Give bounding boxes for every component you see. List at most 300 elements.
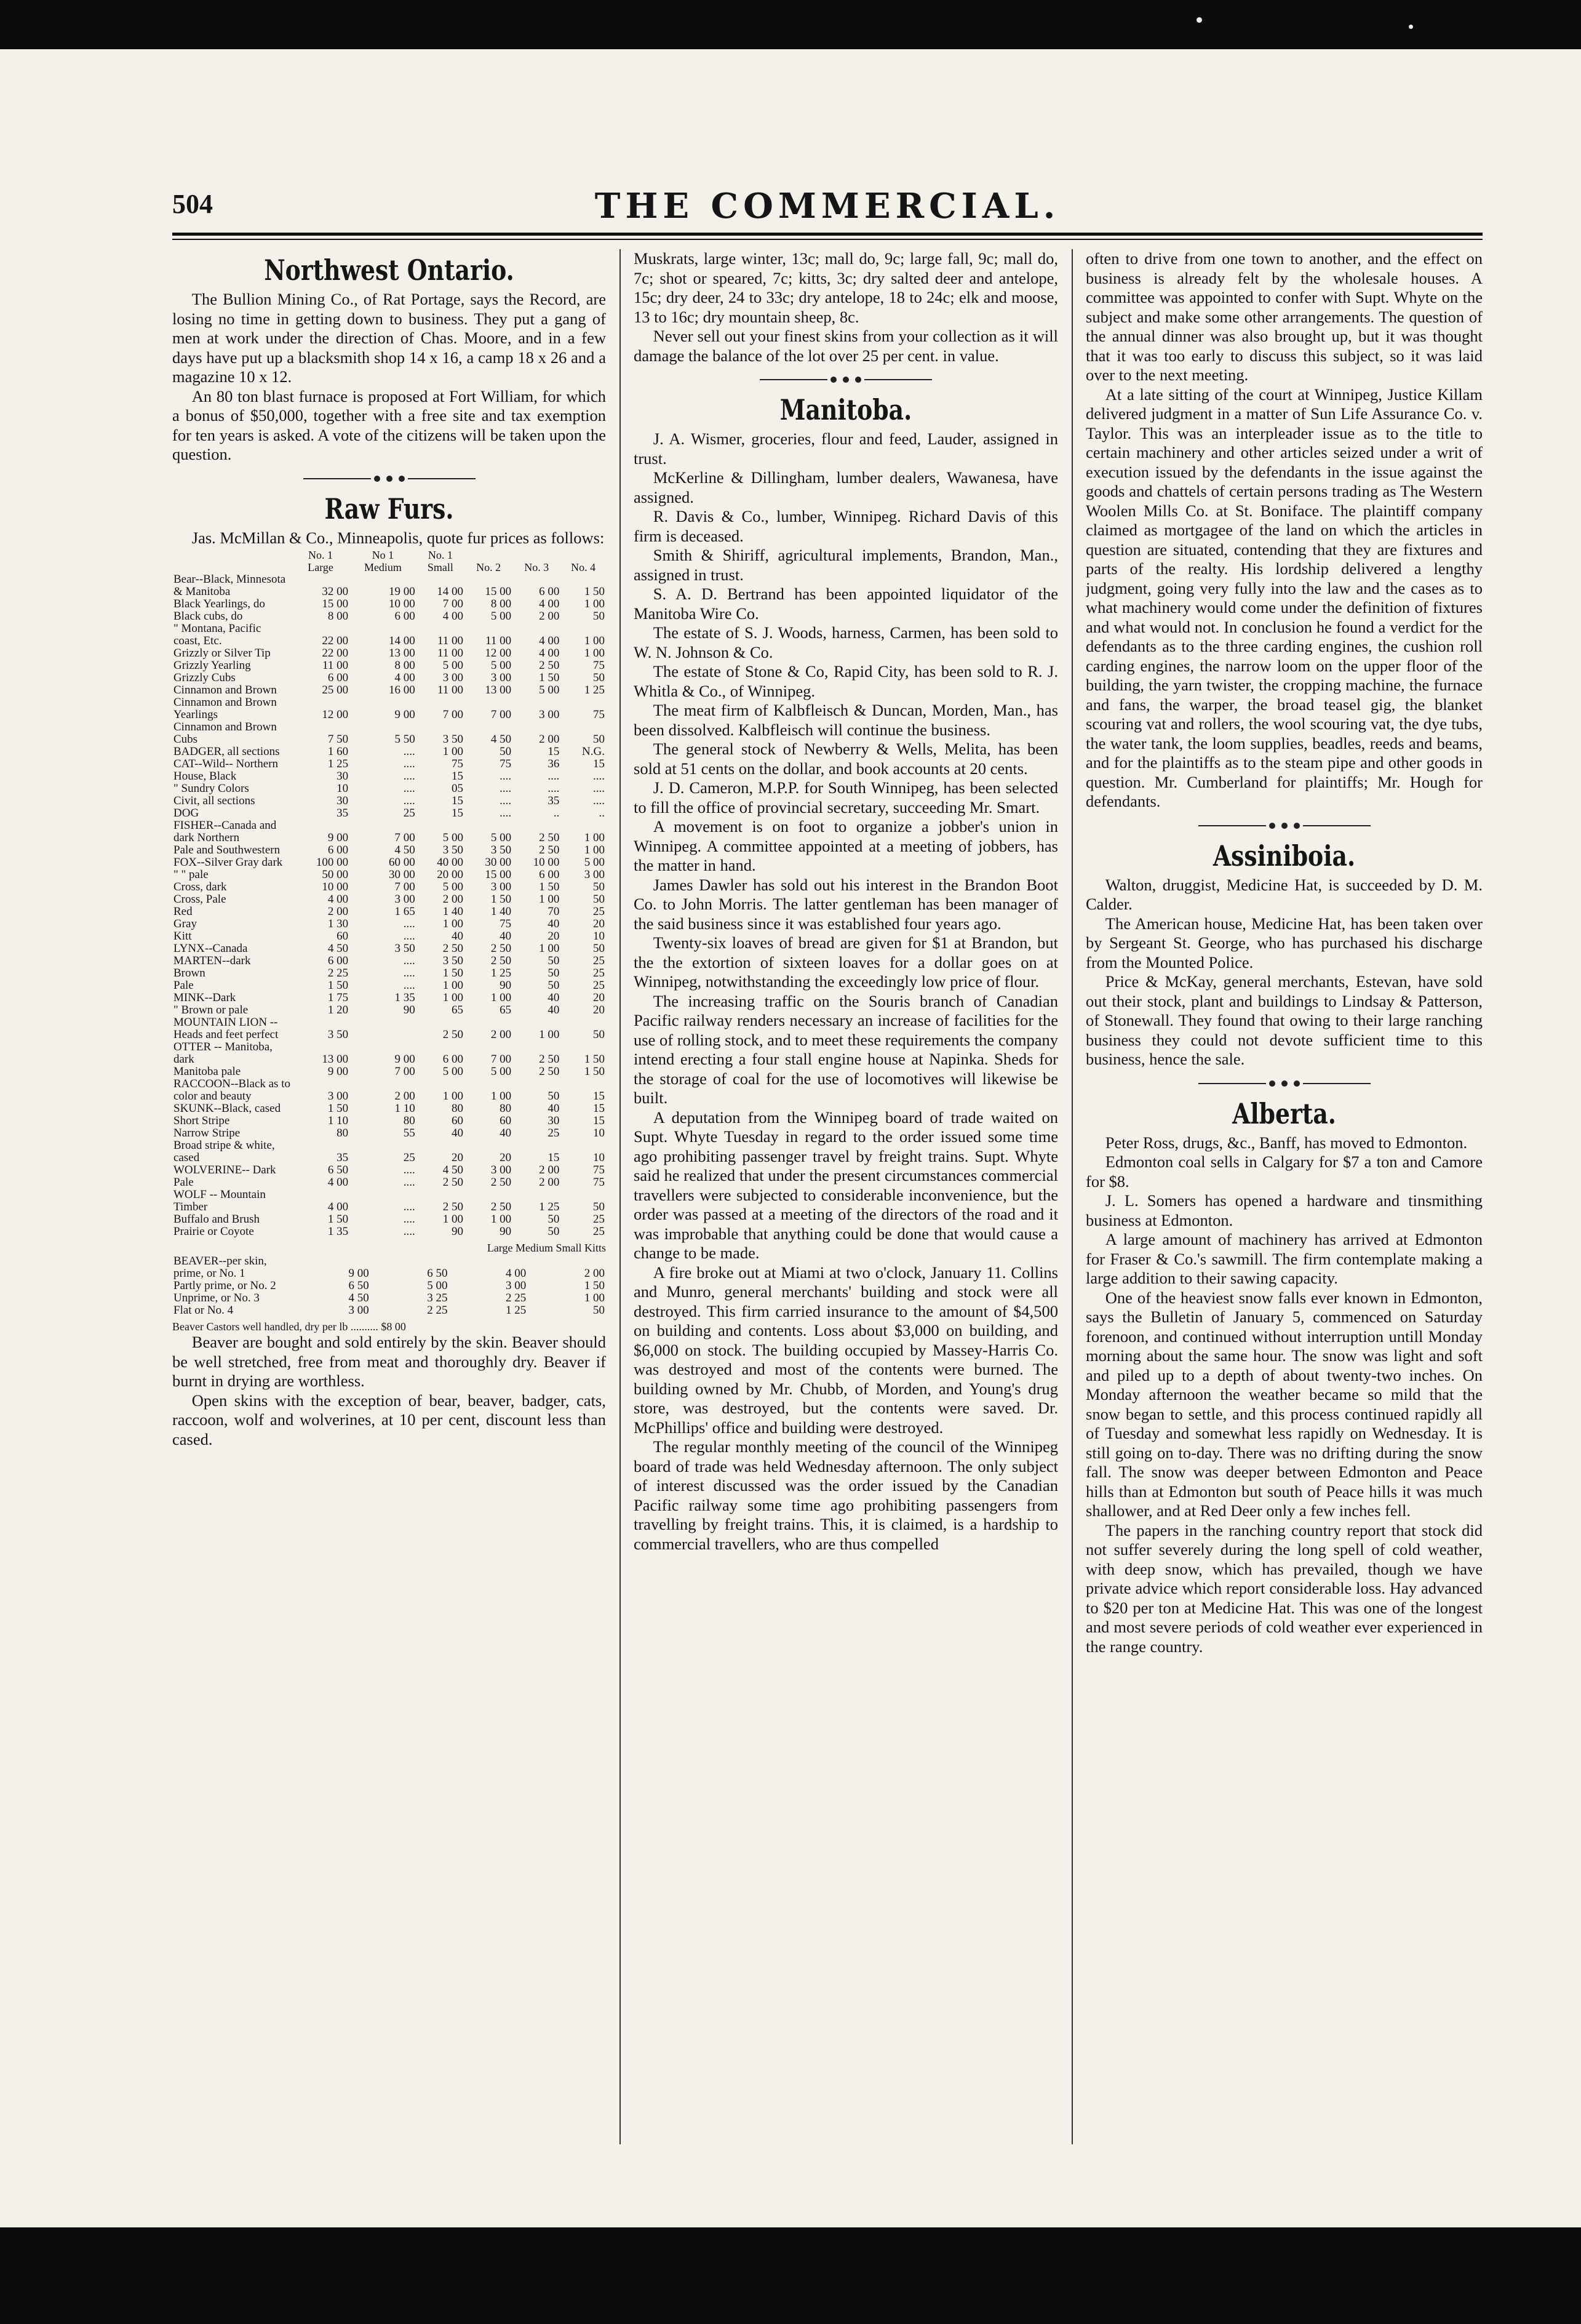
table-cell: 15 [451,807,463,820]
table-cell: 15 00 [322,597,349,610]
table-cell: 5 00 [490,831,512,844]
table-cell: 2 50 [539,659,560,672]
table-row [172,906,606,918]
table-cell: 1 60 [327,745,349,758]
table-cell: 3 50 [442,733,463,746]
fur-name: Black cubs, do [173,610,243,623]
table-cell: 30 [548,1114,560,1127]
table-cell: 5 50 [394,733,415,746]
fur-name: Prairie or Coyote [173,1225,254,1238]
table-row [172,893,606,906]
table-cell: .... [403,1164,415,1176]
table-cell: 11 00 [485,634,512,647]
table-row [172,918,606,930]
table-cell: 75 [451,757,463,770]
table-cell: 15 [593,1102,605,1115]
table-cell: 8 00 [394,659,415,672]
table-cell: 5 00 [442,880,463,893]
fur-name: Manitoba pale [173,1065,241,1078]
fur-name: Red [173,905,193,918]
table-cell: 15 [593,757,605,770]
table-cell: 2 50 [490,1176,512,1189]
table-row [172,844,606,857]
table-row [172,1164,606,1176]
table-cell: 4 00 [539,647,560,660]
table-row [172,1213,606,1226]
table-cell: 5 00 [490,659,512,672]
table-cell: 1 00 [490,1213,512,1226]
table-cell: 25 [593,1225,605,1238]
table-cell: 22 00 [322,634,349,647]
masthead: THE COMMERCIAL. [594,186,1061,226]
table-cell: 3 00 [394,893,415,906]
table-cell: 3 50 [442,844,463,857]
table-cell: 25 00 [322,684,349,697]
section-headline: Manitoba. [779,393,912,426]
table-cell: .... [403,1225,415,1238]
table-cell: 1 25 [327,757,349,770]
table-row [172,561,606,573]
table-cell: 30 [337,770,349,783]
table-cell: 3 00 [584,868,605,881]
table-row [172,672,606,684]
article-paragraph: The general stock of Newberry & Wells, Melita, has been sold at 51 cents on the dollar, and book accounts at 20 cents. [634,740,1058,778]
table-row [172,1016,606,1041]
table-cell: .... [500,770,512,783]
table-cell: 50 [548,979,560,992]
table-cell: 50 [593,1028,605,1041]
table-cell: .... [593,770,605,783]
table-cell: 4 50 [394,844,415,857]
table-cell: 2 50 [539,1053,560,1066]
table-cell: 9 00 [327,831,349,844]
table-cell: 50 [593,671,605,684]
table-row [172,992,606,1004]
table-cell: 16 00 [389,684,415,697]
table-cell: 50 [593,1200,605,1213]
table-cell: 4 00 [506,1267,527,1280]
table-cell: 2 50 [442,1176,463,1189]
table-cell: 90 [403,1004,415,1016]
table-cell: 7 00 [394,880,415,893]
table-cell: 8 00 [327,610,349,623]
table-cell: 80 [337,1127,349,1140]
fur-name: Gray [173,917,197,930]
table-cell: 50 [593,942,605,955]
fur-name: Civit, all sections [173,794,255,807]
table-cell: 75 [593,659,605,672]
table-cell: .... [403,1213,415,1226]
table-cell: 50 [593,733,605,746]
fur-name: FISHER--Canada and dark Northern [173,819,277,844]
table-cell: 50 [548,954,560,967]
table-cell: 15 [548,745,560,758]
column-rule [1072,249,1073,2144]
table-cell: .... [500,794,512,807]
table-cell: 1 10 [394,1102,415,1115]
table-cell: 1 35 [327,1225,349,1238]
table-cell: 2 25 [506,1292,527,1304]
article-paragraph: The regular monthly meeting of the council of the Winnipeg board of trade was held Wednesday afternoon. The only subject of interest discussed was the order issued by the Canadian Pacific railway some time ago prohibiting passengers from travelling by freight trains. This, it is claimed, is a hardship to commercial travellers, who are thus compelled [634,1437,1058,1553]
table-cell: 40 [500,1127,512,1140]
fur-name: BADGER, all sections [173,745,280,758]
table-row [172,1140,606,1164]
table-cell: 7 00 [442,597,463,610]
table-cell: Large [308,561,333,573]
table-cell: 60 [451,1114,463,1127]
fur-name: Pale [173,1176,194,1189]
fur-name: Cross, dark [173,880,227,893]
article-paragraph: Open skins with the exception of bear, beaver, badger, cats, raccoon, wolf and wolverines, at 10 per cent, discount less than cased. [172,1391,606,1448]
table-cell: 4 50 [327,942,349,955]
fur-name: DOG [173,807,199,820]
fur-name: " " pale [173,868,209,881]
table-cell: 1 35 [394,991,415,1004]
table-cell: 2 25 [427,1304,448,1317]
table-cell: 6 00 [539,868,560,881]
table-cell: 12 00 [322,708,349,721]
table-cell: 4 50 [490,733,512,746]
table-cell: 5 00 [442,659,463,672]
table-cell: 50 [500,745,512,758]
table-cell: 50 [593,1304,605,1317]
table-cell: 3 00 [442,671,463,684]
table-cell: .. [599,807,605,820]
section-separator [172,471,606,485]
table-row [172,1189,606,1213]
table-row [172,980,606,992]
table-cell: 1 00 [539,1028,560,1041]
table-cell: 90 [500,1225,512,1238]
article-paragraph: The meat firm of Kalbfleisch & Duncan, Morden, Man., has been dissolved. Kalbfleisch will continue the business. [634,701,1058,739]
table-cell: Medium [364,561,402,573]
table-row [172,1176,606,1189]
table-cell: 40 [500,930,512,943]
table-cell: 5 00 [584,856,605,869]
table-cell: 40 [548,1102,560,1115]
fur-name: Kitt [173,930,192,943]
table-cell: 2 00 [327,905,349,918]
table-cell: 10 [593,930,605,943]
table-cell: .... [403,794,415,807]
table-cell: 11 00 [437,647,463,660]
table-cell: 10 [593,1127,605,1140]
article-paragraph: The Bullion Mining Co., of Rat Portage, says the Record, are losing no time in getting down to business. They put a gang of men at work under the direction of Chas. Moore, and in a few days have put up a blacksmith shop 14 x 16, a camp 18 x 26 and a magazine 10 x 12. [172,290,606,386]
table-cell: .... [403,967,415,980]
scan-speck [1409,25,1413,29]
table-cell: 2 00 [490,1028,512,1041]
table-row [172,1292,606,1304]
table-cell: 50 00 [322,868,349,881]
article-paragraph: J. D. Cameron, M.P.P. for South Winnipeg, has been selected to fill the office of provincial secretary, succeeding Mr. Smart. [634,778,1058,817]
table-cell: 25 [403,807,415,820]
table-row [172,820,606,844]
article-paragraph: One of the heaviest snow falls ever known in Edmonton, says the Bulletin of January 5, commenced on Saturday forenoon, and continued without interruption untill Monday morning about the same hour. The snow was light and soft and piled up to a depth of about twenty-two inches. On Monday afternoon the weather became so mild that the snow began to settle, and this process continued rapidly all of Tuesday and somewhat less rapidly on Wednesday. It is still going on to-day. There was no drifting during the snow fall. The snow was deeper between Edmonton and Peace hills than at Edmonton but south of Peace hills it was much shallower, and at Red Deer only a few inches fell. [1086,1288,1483,1520]
table-cell [512,549,560,561]
fur-price-table [172,549,606,1238]
table-cell: .... [403,782,415,795]
table-cell: 50 [593,880,605,893]
table-cell: 7 00 [442,708,463,721]
table-cell: 2 50 [442,942,463,955]
table-cell: 1 50 [490,893,512,906]
table-cell: 6 00 [327,844,349,857]
table-row [172,1226,606,1238]
fur-name: WOLVERINE-- Dark [173,1164,276,1176]
table-cell: .... [403,770,415,783]
table-cell: 10 [593,1151,605,1164]
table-cell: 65 [451,1004,463,1016]
table-cell: 35 [337,807,349,820]
table-cell: 2 00 [394,1090,415,1103]
article-paragraph: Walton, druggist, Medicine Hat, is succeeded by D. M. Calder. [1086,875,1483,913]
header-rule [172,233,1483,236]
table-cell: 6 50 [348,1279,369,1292]
table-cell: 2 50 [490,942,512,955]
column-2 [634,249,1058,2194]
table-row [172,795,606,807]
section-separator [1086,818,1483,833]
table-cell: No 1 [372,549,394,561]
table-cell: 11 00 [322,659,349,672]
table-cell: 15 [548,1151,560,1164]
table-cell: 5 00 [490,610,512,623]
table-cell: 15 [451,794,463,807]
table-cell: .... [500,807,512,820]
section-separator [1086,1076,1483,1090]
table-cell: 5 00 [539,684,560,697]
header-rule-thin [172,239,1483,240]
table-cell: 11 00 [437,684,463,697]
table-cell: 1 00 [442,991,463,1004]
article-paragraph: S. A. D. Bertrand has been appointed liquidator of the Manitoba Wire Co. [634,585,1058,623]
table-row [172,770,606,783]
table-cell: 2 25 [327,967,349,980]
table-cell: 1 25 [490,967,512,980]
table-cell: 1 00 [490,1090,512,1103]
table-cell: 80 [500,1102,512,1115]
table-cell: 50 [548,1213,560,1226]
table-row [172,807,606,820]
table-cell: 1 65 [394,905,415,918]
table-cell: 4 00 [327,893,349,906]
table-cell: 1 10 [327,1114,349,1127]
fur-name: Grizzly or Silver Tip [173,647,271,660]
table-cell: 25 [593,979,605,992]
table-cell: 15 [593,1090,605,1103]
fur-name: Cinnamon and Brown [173,684,277,697]
table-cell: 1 25 [539,1200,560,1213]
table-cell: 3 50 [327,1028,349,1041]
section-headline: Northwest Ontario. [264,254,514,287]
article-paragraph: Jas. McMillan & Co., Minneapolis, quote fur prices as follows: [191,528,605,547]
fur-name: Bear--Black, Minnesota & Manitoba [173,573,286,598]
table-cell: 1 50 [539,880,560,893]
table-cell: 7 50 [327,733,349,746]
table-cell: 10 [337,782,349,795]
table-cell: 3 50 [394,942,415,955]
table-cell: 20 [500,1151,512,1164]
table-cell: 20 [451,1151,463,1164]
table-row [172,549,606,561]
table-cell: 30 00 [485,856,512,869]
table-cell: 1 50 [327,1213,349,1226]
table-cell: 5 00 [490,1065,512,1078]
table-row [172,1115,606,1127]
table-cell: 40 [451,930,463,943]
table-cell: 1 50 [584,1053,605,1066]
table-row [172,660,606,672]
table-cell: 60 [500,1114,512,1127]
scan-top-border [0,0,1581,49]
table-cell: 9 00 [394,708,415,721]
fur-name: Buffalo and Brush [173,1213,260,1226]
table-cell: 5 00 [442,831,463,844]
table-cell: No. 1 [428,549,453,561]
table-cell: 55 [403,1127,415,1140]
table-cell: 1 00 [584,597,605,610]
table-cell: 1 00 [442,917,463,930]
section-separator [634,372,1058,386]
column-rule [619,249,621,2144]
table-row [172,783,606,795]
table-cell: 1 50 [327,1102,349,1115]
table-cell: 10 00 [322,880,349,893]
fur-name: Brown [173,967,205,980]
column-3 [1086,249,1483,2194]
table-cell: 50 [548,967,560,980]
table-cell: 40 [548,1004,560,1016]
fur-name: MOUNTAIN LION --Heads and feet perfect [173,1016,279,1041]
table-cell: 5 00 [427,1279,448,1292]
table-cell: 70 [548,905,560,918]
scan-speck [1197,17,1202,23]
table-cell: 11 00 [437,634,463,647]
table-cell: 75 [500,917,512,930]
table-cell: 7 00 [394,831,415,844]
table-cell: 1 50 [584,1279,605,1292]
table-cell: 25 [593,905,605,918]
table-cell: 3 25 [427,1292,448,1304]
table-cell: 6 00 [442,1053,463,1066]
table-cell: 32 00 [322,585,349,598]
table-cell: N.G. [582,745,605,758]
table-row [172,721,606,746]
article-paragraph: A fire broke out at Miami at two o'clock, January 11. Collins and Munro, general merchants' building and stock were all destroyed. This firm carried insurance to the amount of $4,500 on building and contents. Loss about $3,000 on building, and $6,000 on stock. The building occupied by Massey-Harris Co. was destroyed and most of the contents were burned. The building owned by Mr. Chubb, of Morden, and Young's drug store, was destroyed, but the contents were saved. Dr. McPhillips' office and building were destroyed. [634,1263,1058,1437]
column-1 [172,249,606,2194]
table-row [172,598,606,610]
table-row [172,1103,606,1115]
table-cell: 80 [403,1114,415,1127]
table-row [172,623,606,647]
table-cell: .. [553,807,560,820]
table-cell: 1 00 [539,893,560,906]
table-cell [172,549,292,561]
table-cell: 1 50 [584,1065,605,1078]
table-cell: .... [403,757,415,770]
table-cell: 90 [451,1225,463,1238]
article-paragraph: Edmonton coal sells in Calgary for $7 a ton and Camore for $8. [1086,1152,1483,1191]
table-row [172,955,606,967]
table-cell: 1 00 [442,745,463,758]
table-cell: 1 40 [490,905,512,918]
fur-name: Pale and Southwestern [173,844,281,857]
table-cell: 15 [451,770,463,783]
table-cell: 1 00 [584,844,605,857]
table-cell: No. 1 [308,549,333,561]
table-row [172,647,606,660]
table-cell: 50 [548,1090,560,1103]
article-paragraph: Smith & Shiriff, agricultural implements, Brandon, Man., assigned in trust. [634,546,1058,584]
table-cell: 20 [593,991,605,1004]
table-cell: 10 00 [533,856,560,869]
table-row [172,967,606,980]
table-cell: 75 [593,708,605,721]
fur-name: Broad stripe & white, cased [173,1139,275,1164]
table-cell: .... [500,782,512,795]
fur-name: Grizzly Cubs [173,671,236,684]
beaver-column-header: Large Medium Small Kitts [487,1242,606,1254]
table-cell: 40 00 [437,856,463,869]
table-cell: 1 00 [584,647,605,660]
table-cell: 7 00 [490,708,512,721]
table-cell: 2 50 [442,1200,463,1213]
article-paragraph: A large amount of machinery has arrived at Edmonton for Fraser & Co.'s sawmill. The firm contemplate making a large addition to their sawing capacity. [1086,1230,1483,1287]
fur-name: Unprime, or No. 3 [173,1292,260,1304]
table-cell: 1 25 [584,684,605,697]
beaver-price-table [172,1255,606,1317]
article-paragraph: Muskrats, large winter, 13c; mall do, 9c; large fall, 9c; mall do, 7c; shot or speared, 7c; kitts, 3c; dry salted deer and antelope, 15c; dry deer, 24 to 33c; dry antelope, 18 to 24c; elk and moose, 13 to 16c; dry mountain sheep, 8c. [634,249,1058,326]
table-cell: 9 00 [327,1065,349,1078]
article-paragraph: At a late sitting of the court at Winnipeg, Justice Killam delivered judgment in a matter of Sun Life Assurance Co. v. Taylor. This was an interpleader issue as to the title to certain machinery and other articles seized under a writ of execution issued by the defendants in the issue against the goods and chattels of certain persons trading as The Western Woolen Mills Co. at St. Boniface. The plaintiff company claimed as mortgagee of the land on which the articles in question are situated, contending that they are fixtures and parts of the realty. His lordship delivered a lengthy judgment, going very fully into the law and the cases as to what machinery would come under the definition of fixtures and what would not. In conclusion he found a verdict for the defendants as to the three carding engines, the cushion roll carding engines, the narrow loom on the upper floor of the building, the yarn twister, the cropping machine, the furnace and fans, the warper, the broad teasel gig, the blanket scouring vat and rollers, the wool scouring vat, the dye tubs, the water tank, the loom supplies, beadles, reeds and beams, and for the plaintiffs as to the steam pipe and other goods in question. Mr. Cumberland for plaintiffs; Mr. Hough for defendants. [1086,385,1483,810]
table-cell: 1 40 [442,905,463,918]
table-cell: 3 00 [327,1090,349,1103]
table-cell: .... [593,794,605,807]
table-cell: 7 00 [394,1065,415,1078]
table-cell: 9 00 [348,1267,369,1280]
table-cell: 2 50 [442,1028,463,1041]
table-cell: 2 50 [490,954,512,967]
table-cell: 3 00 [348,1304,369,1317]
page-header [172,185,1483,234]
fur-name: LYNX--Canada [173,942,248,955]
table-cell: 80 [451,1102,463,1115]
table-cell: No. 4 [571,561,596,573]
fur-name: SKUNK--Black, cased [173,1102,281,1115]
table-row [172,881,606,893]
table-cell: 9 00 [394,1053,415,1066]
fur-name: Flat or No. 4 [173,1304,234,1317]
table-cell: 6 50 [327,1164,349,1176]
table-cell: .... [593,782,605,795]
article-paragraph: An 80 ton blast furnace is proposed at Fort William, for which a bonus of $50,000, together with a free site and tax exemption for ten years is asked. A vote of the citizens will be taken upon the question. [172,386,606,463]
article-paragraph: The papers in the ranching country report that stock did not suffer severely during the long spell of cold weather, with deep snow, which has prevailed, though we have private advice which report considerable loss. Hay advanced to $20 per ton at Medicine Hat. This was one of the longest and most severe periods of cold weather ever experienced in the range country. [1086,1520,1483,1656]
table-cell: 05 [451,782,463,795]
table-row [172,1280,606,1292]
table-cell: 1 25 [506,1304,527,1317]
article-paragraph: The American house, Medicine Hat, has been taken over by Sergeant St. George, who has purchased his discharge from the Mounted Police. [1086,914,1483,972]
fur-name: Pale [173,979,194,992]
fur-name: " Montana, Pacific coast, Etc. [173,622,261,647]
table-row [172,857,606,869]
article-paragraph: James Dawler has sold out his interest in the Brandon Boot Co. to John Morris. The latter gentleman has been manager of the said business since it was established four years ago. [634,875,1058,933]
table-cell: 4 00 [394,671,415,684]
scan-bottom-border [0,2227,1581,2324]
table-cell: 40 [548,917,560,930]
table-cell: 7 00 [490,1053,512,1066]
article-paragraph: R. Davis & Co., lumber, Winnipeg. Richard Davis of this firm is deceased. [634,507,1058,545]
table-cell: 75 [593,1176,605,1189]
